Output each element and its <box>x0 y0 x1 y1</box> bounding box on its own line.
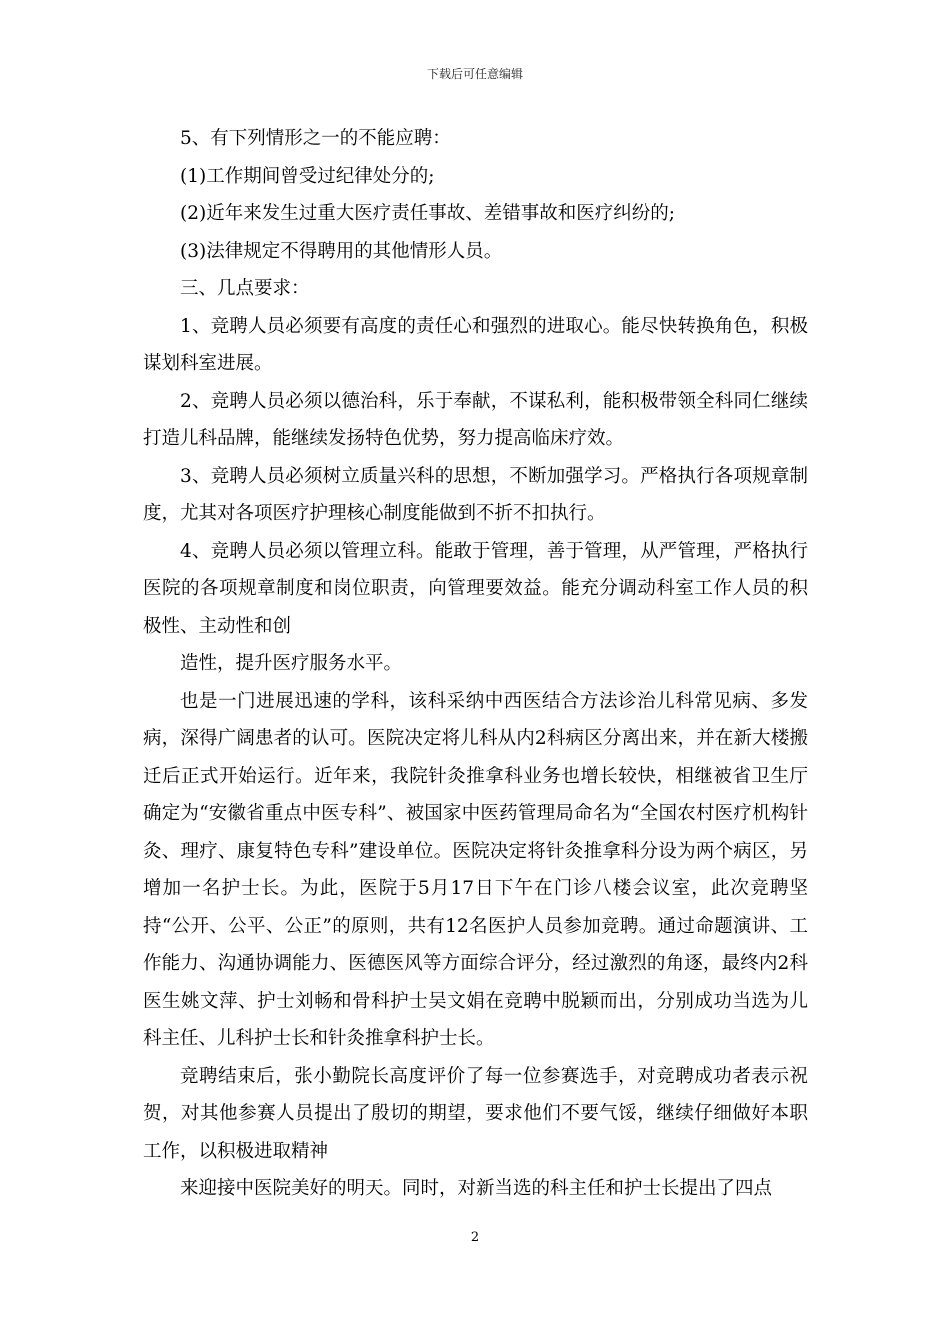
section-heading: 三、几点要求： <box>180 278 310 299</box>
paragraph: 4、竞聘人员必须以管理立科。能敢于管理，善于管理，从严管理，严格执行医院的各项规章制度和岗位职责，向管理要效益。能充分调动科室工作人员的积极性、主动性和创 <box>143 540 808 637</box>
document-body <box>143 120 808 1208</box>
paragraph: 2、竞聘人员必须以德治科，乐于奉献，不谋私利，能积极带领全科同仁继续打造儿科品牌，能继续发扬特色优势，努力提高临床疗效。 <box>143 390 808 449</box>
paragraph: 也是一门进展迅速的学科，该科采纳中西医结合方法诊治儿科常见病、多发病，深得广阔患者的认可。医院决定将儿科从内2科病区分离出来，并在新大楼搬迁后正式开始运行。近年来，我院针灸推拿科业务也增长较快，相继被省卫生厅确定为“安徽省重点中医专科”、被国家中医药管理局命名为“全国农村医疗机构针灸、理疗、康复特色专科”建设单位。医院决定将针灸推拿科分设为两个病区，另增加一名护士长。为此，医院于5月17日下午在门诊八楼会议室，此次竞聘坚持“公开、公平、公正”的原则，共有12名医护人员参加竞聘。通过命题演讲、工作能力、沟通协调能力、医德医风等方面综合评分，经过激烈的角逐，最终内2科医生姚文萍、护士刘畅和骨科护士吴文娟在竞聘中脱颖而出，分别成功当选为儿科主任、儿科护士长和针灸推拿科护士长。 <box>143 690 808 1049</box>
paragraph: (2)近年来发生过重大医疗责任事故、差错事故和医疗纠纷的; <box>180 203 675 224</box>
paragraph: (1)工作期间曾受过纪律处分的; <box>180 165 435 187</box>
paragraph: 5、有下列情形之一的不能应聘： <box>180 128 451 149</box>
paragraph: 造性，提升医疗服务水平。 <box>180 653 403 674</box>
page-header: 下载后可任意编辑 <box>426 67 523 81</box>
paragraph: 1、竞聘人员必须要有高度的责任心和强烈的进取心。能尽快转换角色，积极谋划科室进展。 <box>143 315 808 374</box>
paragraph: 竞聘结束后，张小勤院长高度评价了每一位参赛选手，对竞聘成功者表示祝贺，对其他参赛人员提出了殷切的期望，要求他们不要气馁，继续仔细做好本职工作，以积极进取精神 <box>143 1065 808 1162</box>
paragraph: (3)法律规定不得聘用的其他情形人员。 <box>180 240 503 262</box>
page-number: 2 <box>470 1230 480 1245</box>
paragraph: 3、竞聘人员必须树立质量兴科的思想，不断加强学习。严格执行各项规章制度，尤其对各项医疗护理核心制度能做到不折不扣执行。 <box>143 465 808 524</box>
paragraph: 来迎接中医院美好的明天。同时，对新当选的科主任和护士长提出了四点 <box>180 1178 773 1199</box>
